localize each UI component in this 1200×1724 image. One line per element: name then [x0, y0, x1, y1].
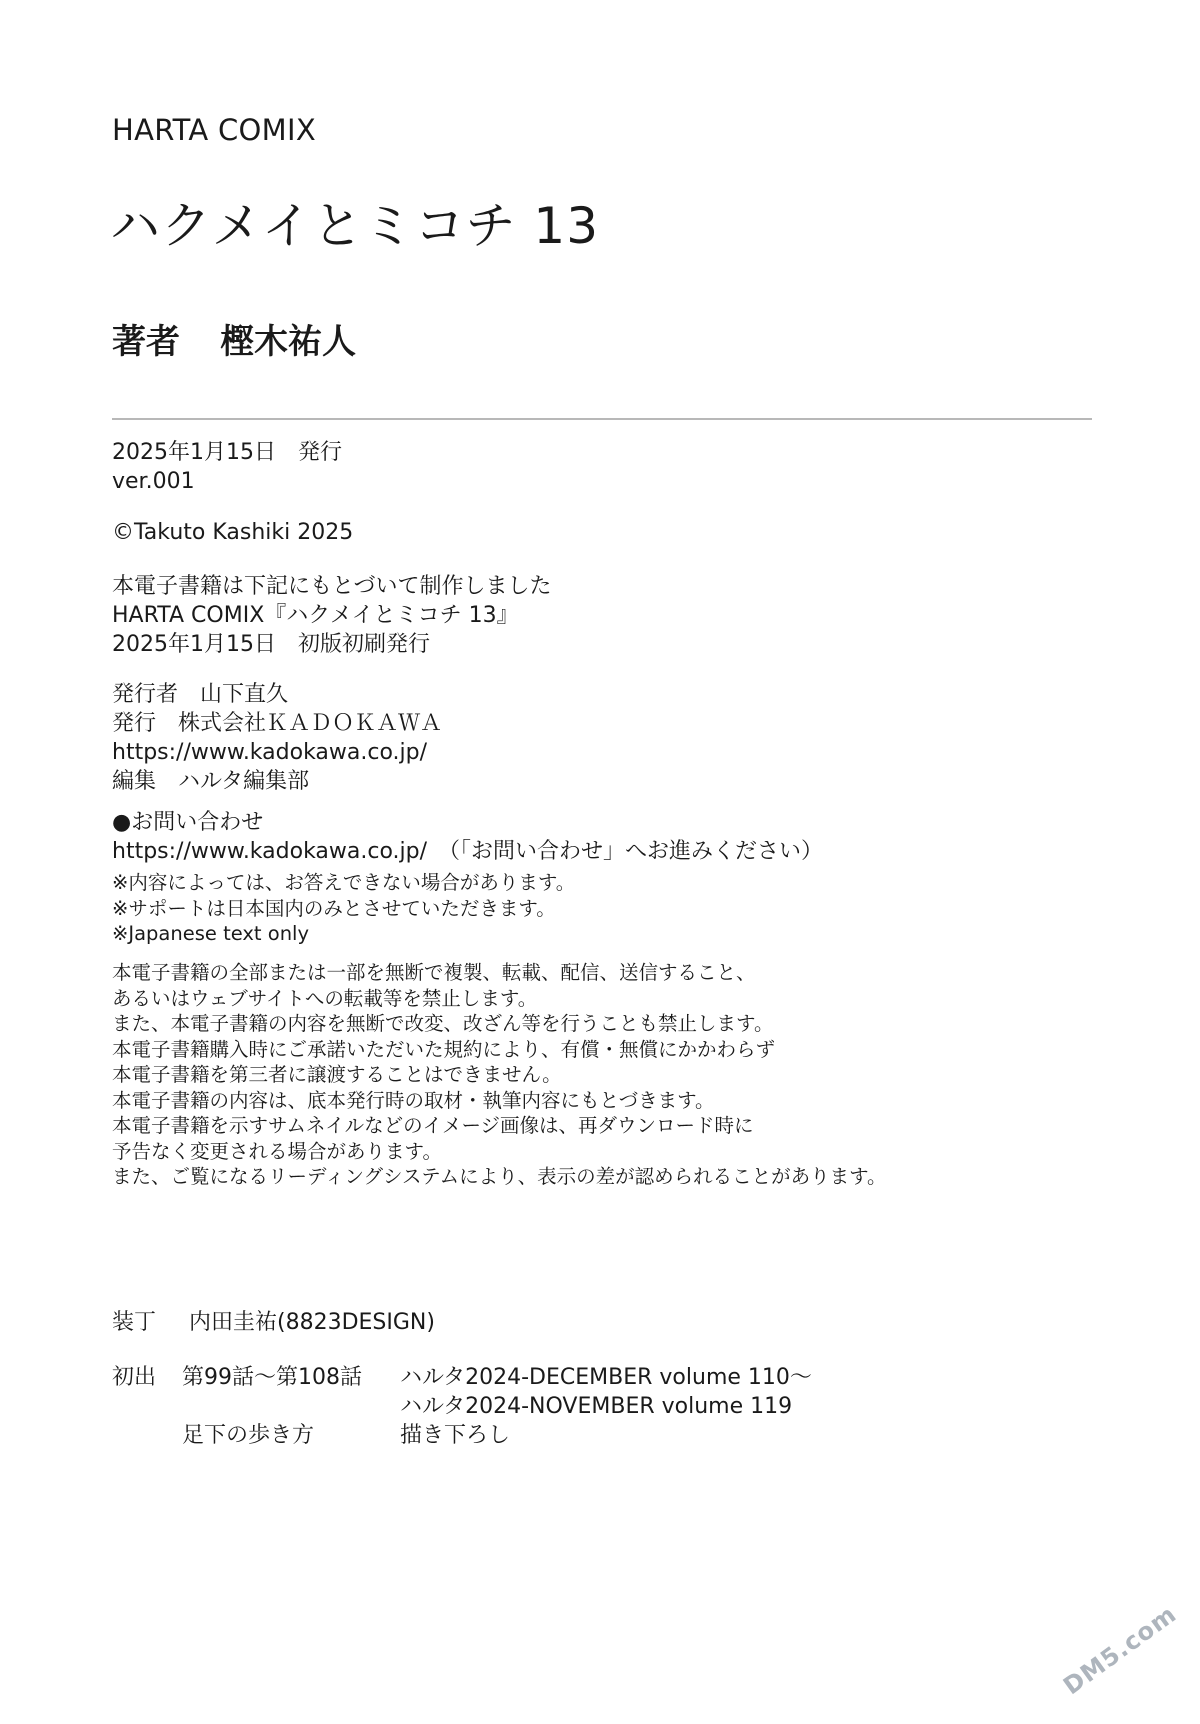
inquiry-notes [112, 870, 575, 947]
version-label: ver.001 [112, 469, 195, 494]
first-publication-table [112, 1363, 812, 1450]
publication-info [112, 438, 342, 496]
watermark-text: DM5.com [1058, 1599, 1182, 1701]
terms-line: また、ご覧になるリーディングシステムにより、表示の差が認められることがあります。 [112, 1165, 887, 1188]
imprint-label: HARTA COMIX [112, 113, 317, 147]
episodes-cell: 第99話〜第108話 [182, 1365, 362, 1390]
book-title: ハクメイとミコチ 13 [110, 197, 600, 255]
terms-block [112, 960, 887, 1190]
inquiry-note: ※Japanese text only [112, 922, 310, 945]
copyright-text: ©Takuto Kashiki 2025 [112, 520, 354, 545]
publisher-block [112, 680, 442, 796]
terms-line: 予告なく変更される場合があります。 [112, 1139, 442, 1163]
publisher-company: 発行 株式会社ＫＡＤＯＫＡＷＡ [112, 711, 443, 736]
inquiry-note: ※内容によっては、お答えできない場合があります。 [112, 871, 576, 894]
copyright-block [112, 518, 353, 547]
first-publication-row [112, 1363, 812, 1392]
publisher-url: https://www.kadokawa.co.jp/ [112, 740, 428, 765]
author-name: 樫木祐人 [220, 322, 356, 362]
author-row [112, 320, 356, 364]
terms-line: また、本電子書籍の内容を無断で改変、改ざん等を行うことも禁止します。 [112, 1012, 774, 1035]
based-on-line: 本電子書籍は下記にもとづいて制作しました [112, 574, 552, 599]
inquiry-url-line: https://www.kadokawa.co.jp/ （「お問い合わせ」へお進みください） [112, 839, 824, 864]
episodes-cell: 足下の歩き方 [182, 1423, 315, 1448]
author-label: 著者 [112, 322, 180, 362]
first-publication-label: 初出 [112, 1365, 157, 1390]
inquiry-note: ※サポートは日本国内のみとさせていただきます。 [112, 896, 556, 920]
publication-date: 2025年1月15日 発行 [112, 440, 342, 465]
terms-line: 本電子書籍の内容は、底本発行時の取材・執筆内容にもとづきます。 [112, 1088, 715, 1112]
terms-line: 本電子書籍を第三者に譲渡することはできません。 [112, 1063, 562, 1086]
based-on-line: HARTA COMIX『ハクメイとミコチ 13』 [112, 603, 519, 628]
inquiry-block [112, 808, 823, 866]
terms-line: 本電子書籍購入時にご承諾いただいた規約により、有償・無償にかかわらず [112, 1037, 776, 1061]
publisher-name: 発行者 山下直久 [112, 682, 289, 707]
based-on-block [112, 572, 552, 659]
episodes-cell [182, 1392, 400, 1421]
source-cell: ハルタ2024-DECEMBER volume 110〜 [400, 1365, 812, 1390]
terms-line: 本電子書籍の全部または一部を無断で複製、転載、配信、送信すること、 [112, 961, 756, 984]
terms-line: あるいはウェブサイトへの転載等を禁止します。 [112, 986, 538, 1010]
first-publication-row [112, 1421, 812, 1450]
design-label: 装丁 [112, 1310, 157, 1335]
divider-line [112, 418, 1092, 420]
based-on-line: 2025年1月15日 初版初刷発行 [112, 632, 430, 657]
design-credit [112, 1308, 435, 1337]
inquiry-heading: ●お問い合わせ [112, 810, 264, 835]
source-cell: ハルタ2024-NOVEMBER volume 119 [400, 1394, 793, 1419]
site-watermark [1040, 1576, 1200, 1723]
editorial-dept: 編集 ハルタ編集部 [112, 769, 310, 794]
first-publication-row [112, 1392, 812, 1421]
source-cell: 描き下ろし [400, 1423, 511, 1448]
terms-line: 本電子書籍を示すサムネイルなどのイメージ画像は、再ダウンロード時に [112, 1114, 754, 1137]
design-value: 内田圭祐(8823DESIGN) [189, 1310, 435, 1335]
